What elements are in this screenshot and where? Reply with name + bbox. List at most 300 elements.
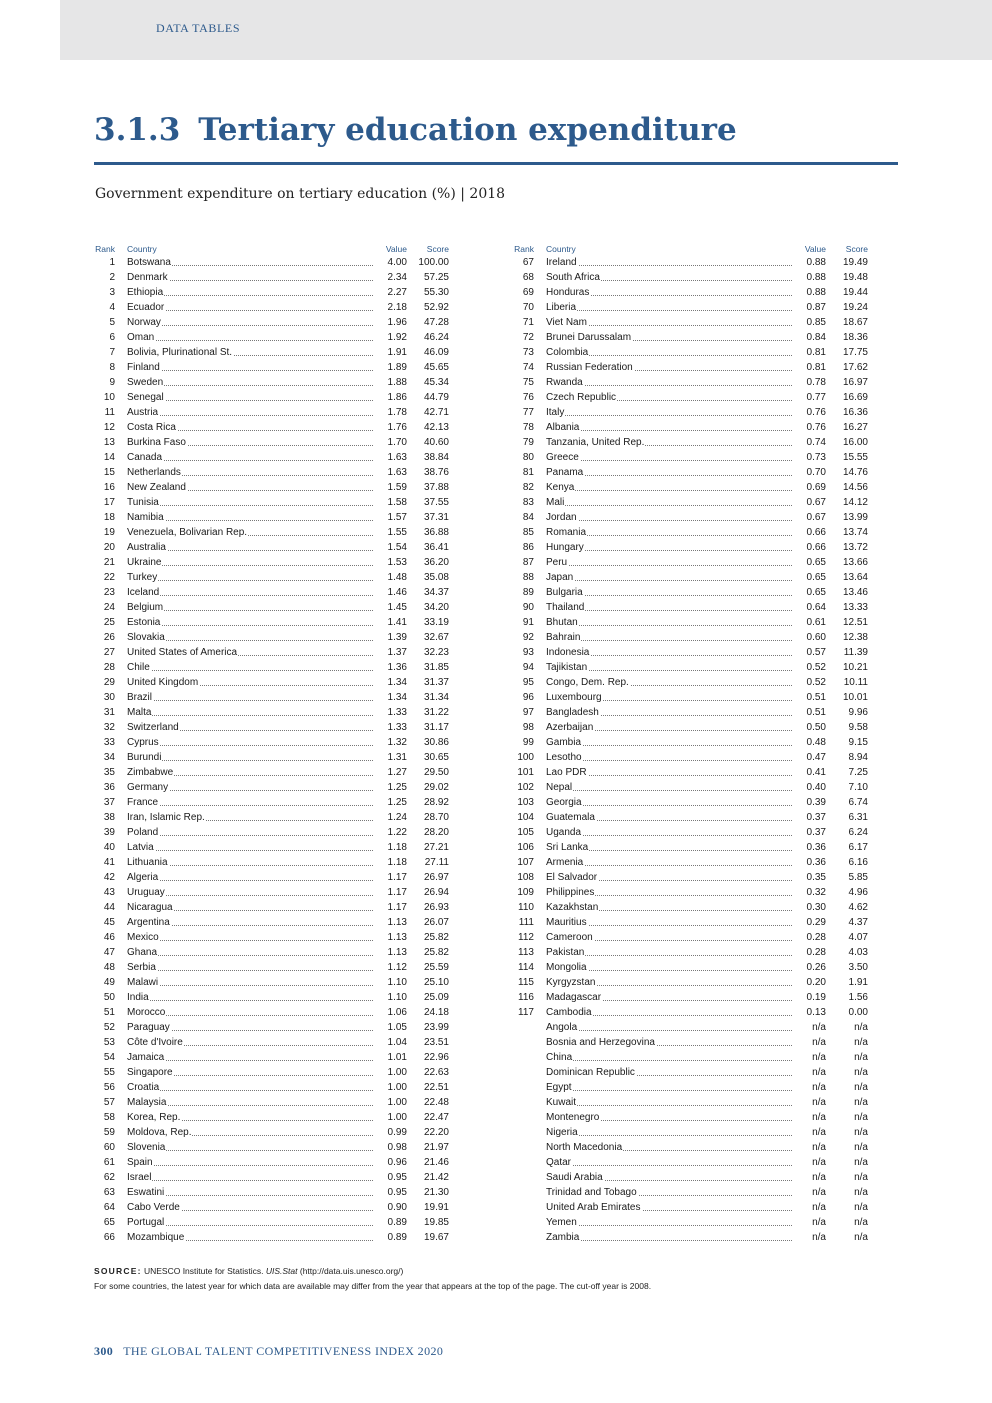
col-country-header: Country [127,244,157,254]
table-row [93,810,449,825]
country-cell: Kuwait [546,1097,577,1108]
score-cell: 19.49 [842,257,868,268]
table-row [512,840,868,855]
score-cell: 45.34 [423,377,449,388]
score-cell: 30.86 [423,737,449,748]
rank-cell: 26 [103,632,115,643]
value-cell: 1.76 [373,420,407,435]
table-row [93,300,449,315]
score-cell: 31.22 [423,707,449,718]
value-cell: 0.65 [792,585,826,600]
table-row [93,930,449,945]
rank-cell: 99 [522,737,534,748]
value-cell: 1.32 [373,735,407,750]
score-cell: 12.51 [842,617,868,628]
value-cell: 0.37 [792,825,826,840]
table-row [512,1065,868,1080]
source-name: UIS.Stat [265,1266,298,1276]
dot-leader [127,985,387,986]
country-cell: Tanzania, United Rep. [546,437,645,448]
dot-leader [546,1240,806,1241]
rank-cell: 93 [522,647,534,658]
rank-cell: 30 [103,692,115,703]
rank-cell: 33 [103,737,115,748]
country-cell: Sri Lanka [546,842,589,853]
dot-leader [127,835,387,836]
value-cell: 0.48 [792,735,826,750]
table-row [93,840,449,855]
score-cell: 31.37 [423,677,449,688]
country-cell: Panama [546,467,584,478]
score-cell: 38.84 [423,452,449,463]
value-cell: 0.69 [792,480,826,495]
score-cell: 10.01 [842,692,868,703]
score-cell: 21.30 [423,1187,449,1198]
rank-cell: 113 [518,947,534,958]
country-cell: France [127,797,159,808]
value-cell: 0.78 [792,375,826,390]
table-row [93,1170,449,1185]
table-row [512,975,868,990]
dot-leader [127,640,387,641]
dot-leader [127,415,387,416]
score-cell: 4.96 [848,887,868,898]
value-cell: 0.77 [792,390,826,405]
rank-cell: 90 [522,602,534,613]
rank-cell: 84 [522,512,534,523]
dot-leader [127,400,387,401]
score-cell: 13.33 [842,602,868,613]
rank-cell: 18 [103,512,115,523]
rank-cell: 27 [103,647,115,658]
country-cell: Chile [127,662,150,673]
table-row [512,765,868,780]
country-cell: Turkey [127,572,158,583]
table-row [93,720,449,735]
rank-cell: 72 [522,332,534,343]
dot-leader [546,640,806,641]
rank-cell: 20 [103,542,115,553]
rank-cell: 76 [522,392,534,403]
table-row [93,960,449,975]
rank-cell: 14 [103,452,115,463]
country-cell: Azerbaijan [546,722,594,733]
table-row [512,750,868,765]
country-cell: Ukraine [127,557,162,568]
country-cell: Greece [546,452,579,463]
rank-cell: 100 [517,752,534,763]
rank-cell: 15 [103,467,115,478]
rank-cell: 11 [104,407,115,418]
value-cell: 1.00 [373,1080,407,1095]
country-cell: Switzerland [127,722,179,733]
country-cell: Montenegro [546,1112,600,1123]
rank-cell: 51 [103,1007,115,1018]
rank-cell: 47 [103,947,115,958]
value-cell: 0.88 [792,270,826,285]
value-cell: 1.17 [373,885,407,900]
value-cell: 0.30 [792,900,826,915]
value-cell: 1.92 [373,330,407,345]
value-cell: 0.19 [792,990,826,1005]
country-cell: Cameroon [546,932,593,943]
rank-cell: 45 [103,917,115,928]
value-cell: 0.85 [792,315,826,330]
rank-cell: 50 [103,992,115,1003]
table-row [512,1200,868,1215]
country-cell: Bosnia and Herzegovina [546,1037,655,1048]
table-row [93,1050,449,1065]
score-cell: 31.34 [423,692,449,703]
value-cell: 0.51 [792,690,826,705]
col-rank-header: Rank [95,244,115,254]
page-title [94,112,737,148]
dot-leader [127,805,387,806]
rank-cell: 109 [517,887,534,898]
country-cell: Nigeria [546,1127,578,1138]
value-cell: 0.41 [792,765,826,780]
rank-cell: 81 [522,467,534,478]
score-cell: 16.00 [842,437,868,448]
score-cell: 6.16 [848,857,868,868]
table-row [512,1050,868,1065]
value-cell: 0.13 [792,1005,826,1020]
value-cell: 1.46 [373,585,407,600]
table-row [93,465,449,480]
value-cell: 0.65 [792,555,826,570]
score-cell: 4.03 [848,947,868,958]
score-cell: 24.18 [423,1007,449,1018]
table-row [512,615,868,630]
score-cell: n/a [854,1127,868,1138]
country-cell: Russian Federation [546,362,633,373]
rank-cell: 62 [103,1172,115,1183]
country-cell: Sweden [127,377,164,388]
country-cell: Costa Rica [127,422,176,433]
dot-leader [546,580,806,581]
country-cell: Senegal [127,392,164,403]
table-row [93,525,449,540]
table-row [512,255,868,270]
col-score-header: Score [426,244,449,254]
country-cell: Viet Nam [546,317,587,328]
title-rule [94,162,898,165]
score-cell: 22.47 [423,1112,449,1123]
table-row [93,1110,449,1125]
table-row [512,720,868,735]
dot-leader [127,1180,387,1181]
score-cell: 13.99 [842,512,868,523]
rank-cell: 111 [518,917,534,928]
value-cell: 1.13 [373,945,407,960]
table-row [93,585,449,600]
country-cell: Portugal [127,1217,165,1228]
country-cell: Egypt [546,1082,572,1093]
col-country-header: Country [546,244,576,254]
rank-cell: 46 [103,932,115,943]
table-row [512,480,868,495]
value-cell: 0.50 [792,720,826,735]
table-row [512,600,868,615]
country-cell: Croatia [127,1082,160,1093]
value-cell: 0.35 [792,870,826,885]
country-cell: Israel [127,1172,152,1183]
table-row [512,1155,868,1170]
country-cell: Paraguay [127,1022,170,1033]
score-cell: n/a [854,1022,868,1033]
rank-cell: 34 [103,752,115,763]
score-cell: n/a [854,1112,868,1123]
dot-leader [127,940,387,941]
rank-cell: 73 [522,347,534,358]
table-row [512,1110,868,1125]
value-cell: 0.64 [792,600,826,615]
country-cell: Qatar [546,1157,572,1168]
country-cell: Denmark [127,272,168,283]
rank-cell: 94 [522,662,534,673]
country-cell: Venezuela, Bolivarian Rep. [127,527,248,538]
country-cell: United States of America [127,647,238,658]
country-cell: Guatemala [546,812,595,823]
dot-leader [127,760,387,761]
value-cell: 1.89 [373,360,407,375]
rank-cell: 106 [517,842,534,853]
country-cell: Madagascar [546,992,602,1003]
table-row [512,1125,868,1140]
value-cell: n/a [792,1200,826,1215]
score-cell: n/a [854,1082,868,1093]
table-row [93,570,449,585]
table-row [93,375,449,390]
country-cell: Côte d'Ivoire [127,1037,183,1048]
table-row [93,990,449,1005]
table-row [93,945,449,960]
value-cell: 1.10 [373,990,407,1005]
table-row [512,570,868,585]
table-row [93,675,449,690]
rank-cell: 32 [103,722,115,733]
score-cell: 37.31 [423,512,449,523]
table-row [512,885,868,900]
country-cell: Malawi [127,977,159,988]
value-cell: 1.91 [373,345,407,360]
value-cell: 0.90 [373,1200,407,1215]
country-cell: United Arab Emirates [546,1202,641,1213]
country-cell: Saudi Arabia [546,1172,603,1183]
score-cell: 34.20 [423,602,449,613]
value-cell: 0.65 [792,570,826,585]
rank-cell: 88 [522,572,534,583]
dot-leader [546,1030,806,1031]
dot-leader [127,325,387,326]
value-cell: 4.00 [373,255,407,270]
country-cell: Finland [127,362,160,373]
value-cell: n/a [792,1185,826,1200]
country-cell: United Kingdom [127,677,199,688]
country-cell: Morocco [127,1007,166,1018]
table-row [93,1215,449,1230]
country-cell: Bolivia, Plurinational St. [127,347,233,358]
country-cell: Spain [127,1157,153,1168]
table-body-left [93,255,449,1245]
value-cell: 0.88 [792,255,826,270]
rank-cell: 4 [109,302,115,313]
country-cell: Cabo Verde [127,1202,180,1213]
dot-leader [127,340,387,341]
value-cell: 1.18 [373,855,407,870]
rank-cell: 78 [522,422,534,433]
table-row [512,510,868,525]
rank-cell: 55 [103,1067,115,1078]
table-header [512,243,868,255]
score-cell: 1.56 [848,992,868,1003]
score-cell: 25.82 [423,947,449,958]
country-cell: Yemen [546,1217,577,1228]
section-label: DATA TABLES [156,21,241,35]
score-cell: 1.91 [848,977,868,988]
score-cell: 19.48 [842,272,868,283]
score-cell: 11.39 [843,647,868,658]
dot-leader [546,565,806,566]
value-cell: 0.60 [792,630,826,645]
table-row [93,870,449,885]
publication-title: THE GLOBAL TALENT COMPETITIVENESS INDEX 2020 [123,1344,444,1358]
score-cell: 17.62 [842,362,868,373]
country-cell: Mozambique [127,1232,185,1243]
country-cell: Norway [127,317,161,328]
rank-cell: 85 [522,527,534,538]
country-cell: Eswatini [127,1187,165,1198]
rank-cell: 17 [103,497,115,508]
rank-cell: 10 [103,392,115,403]
dot-leader [127,955,387,956]
value-cell: 1.13 [373,915,407,930]
country-cell: Namibia [127,512,164,523]
dot-leader [546,625,806,626]
value-cell: 1.17 [373,900,407,915]
dot-leader [546,265,806,266]
table-row [93,915,449,930]
dot-leader [546,1135,806,1136]
score-cell: 9.15 [848,737,868,748]
table-row [512,735,868,750]
rank-cell: 3 [109,287,115,298]
table-row [93,750,449,765]
value-cell: 1.86 [373,390,407,405]
country-cell: Thailand [546,602,585,613]
score-cell: 13.66 [842,557,868,568]
rank-cell: 5 [109,317,115,328]
value-cell: 0.88 [792,285,826,300]
country-cell: Burundi [127,752,162,763]
dot-leader [127,295,387,296]
dot-leader [127,565,387,566]
value-cell: 1.05 [373,1020,407,1035]
country-cell: Kyrgyzstan [546,977,596,988]
source-text: UNESCO Institute for Statistics. [141,1266,266,1276]
score-cell: 10.11 [843,677,868,688]
dot-leader [546,1225,806,1226]
value-cell: 1.25 [373,780,407,795]
country-cell: Zimbabwe [127,767,174,778]
score-cell: 6.24 [848,827,868,838]
rank-cell: 112 [518,932,534,943]
dot-leader [127,850,387,851]
score-cell: 29.02 [423,782,449,793]
country-cell: Tunisia [127,497,159,508]
score-cell: 45.65 [423,362,449,373]
score-cell: 10.21 [842,662,868,673]
value-cell: 0.81 [792,360,826,375]
value-cell: 0.36 [792,840,826,855]
rank-cell: 61 [103,1157,115,1168]
dot-leader [546,475,806,476]
value-cell: 0.28 [792,930,826,945]
value-cell: 0.81 [792,345,826,360]
table-row [93,660,449,675]
country-cell: Indonesia [546,647,590,658]
table-row [512,825,868,840]
score-cell: 19.67 [423,1232,449,1243]
score-cell: 3.50 [848,962,868,973]
country-cell: Argentina [127,917,170,928]
table-row [93,1005,449,1020]
score-cell: 23.51 [423,1037,449,1048]
score-cell: 9.96 [848,707,868,718]
dot-leader [127,370,387,371]
table-row [512,420,868,435]
country-cell: Kazakhstan [546,902,599,913]
score-cell: 19.85 [423,1217,449,1228]
rank-cell: 39 [103,827,115,838]
score-cell: 57.25 [423,272,449,283]
table-row [93,450,449,465]
dot-leader [127,610,387,611]
score-cell: 6.31 [848,812,868,823]
table-row [93,330,449,345]
country-cell: Cyprus [127,737,159,748]
country-cell: Dominican Republic [546,1067,635,1078]
dot-leader [546,310,806,311]
table-row [512,945,868,960]
score-cell: 19.24 [842,302,868,313]
country-cell: Nepal [546,782,573,793]
table-row [512,1185,868,1200]
col-score-header: Score [845,244,868,254]
rank-cell: 114 [518,962,534,973]
value-cell: 1.33 [373,720,407,735]
country-cell: Cambodia [546,1007,592,1018]
rank-cell: 110 [518,902,534,913]
dot-leader [127,1090,387,1091]
score-cell: 26.07 [423,917,449,928]
country-cell: Austria [127,407,159,418]
country-cell: Netherlands [127,467,181,478]
table-row [93,630,449,645]
score-cell: 16.97 [842,377,868,388]
value-cell: 1.27 [373,765,407,780]
table-row [93,405,449,420]
dot-leader [127,1000,387,1001]
table-row [93,1065,449,1080]
dot-leader [546,1165,806,1166]
value-cell: 2.34 [373,270,407,285]
score-cell: n/a [854,1067,868,1078]
rank-cell: 77 [522,407,534,418]
table-row [512,795,868,810]
dot-leader [127,970,387,971]
top-banner [60,0,992,60]
